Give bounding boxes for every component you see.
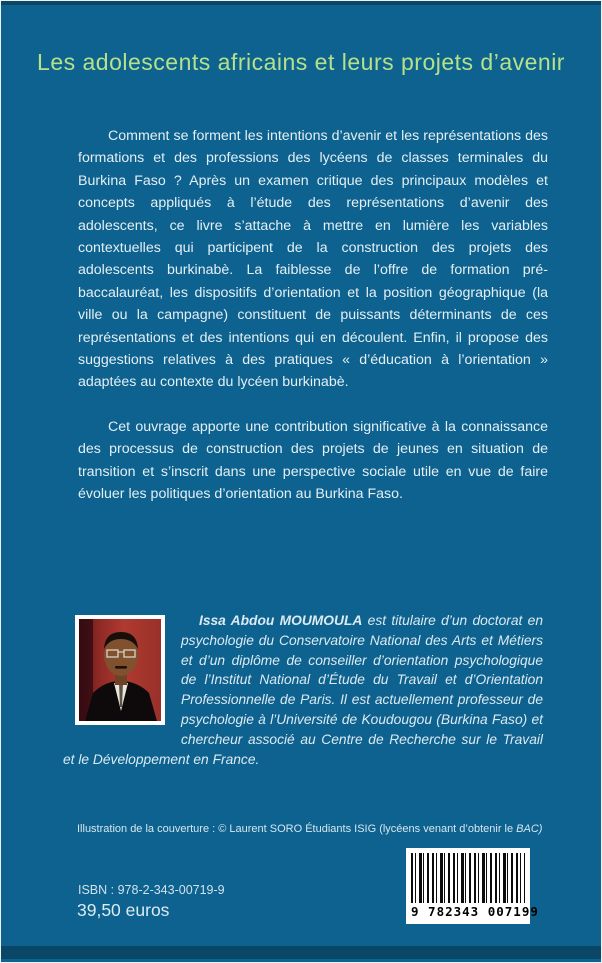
book-title: Les adolescents africains et leurs projets d’avenir <box>37 49 565 75</box>
author-photo <box>75 615 165 725</box>
cover-bottom-edge <box>1 946 601 959</box>
author-bio-description: est titulaire d’un doctorat en psychologie du Conservatoire National des Arts et Métiers et d’un diplôme de conseiller d’orientation psychologique de l’Institut National d’Étude du Travail et d’Orientation Professionnelle de Paris. Il est actuellement professeur de psychologie à l’Université de Koudougou (Burkina Faso) et chercheur associé au Centre de Recherche sur le Travail et le Développement en France. <box>63 613 543 767</box>
author-bio-block <box>63 611 543 769</box>
barcode-number: 9 782343 007199 <box>411 904 539 919</box>
illustration-credit-text: Illustration de la couverture : © Laurent SORO Étudiants ISIG (lycéens venant d’obtenir le <box>77 823 517 835</box>
price-text: 39,50 euros <box>77 900 170 920</box>
barcode-bars <box>411 853 525 903</box>
author-name: Issa Abdou MOUMOULA <box>199 613 363 628</box>
synopsis <box>78 125 548 506</box>
synopsis-paragraph-2: Cet ouvrage apporte une contribution significative à la connaissance des processus de construction des projets de jeunes en situation de transition et s’inscrit dans une perspective sociale utile en vue de faire évoluer les politiques d’orientation au Burkina Faso. <box>78 418 548 503</box>
author-portrait-image <box>79 619 161 721</box>
illustration-credit <box>77 823 543 837</box>
cover-top-edge <box>1 1 601 5</box>
isbn-text: ISBN : 978-2-343-00719-9 <box>78 883 225 897</box>
illustration-credit-bac: BAC) <box>516 823 543 835</box>
barcode <box>406 848 539 924</box>
synopsis-paragraph-1: Comment se forment les intentions d’avenir et les représentations des formations et des professions des lycéens de classes terminales du Burkina Faso ? Après un examen critique des principaux modèles et concepts appliqués à l’étude des représentations d’avenir des adolescents, ce livre s’attache à mettre en lumière les variables contextuelles qui participent de la construction des projets des adolescents burkinabè. La faiblesse de l’offre de formation pré-baccalauréat, les dispositifs d’orientation et la position géographique (la ville ou la campagne) constituent de puissants déterminants de ces représentations et des intentions qui en découlent. Enfin, il propose des suggestions relatives à des pratiques « d’éducation à l’orientation » adaptées au contexte du lycéen burkinabè. <box>78 128 548 391</box>
